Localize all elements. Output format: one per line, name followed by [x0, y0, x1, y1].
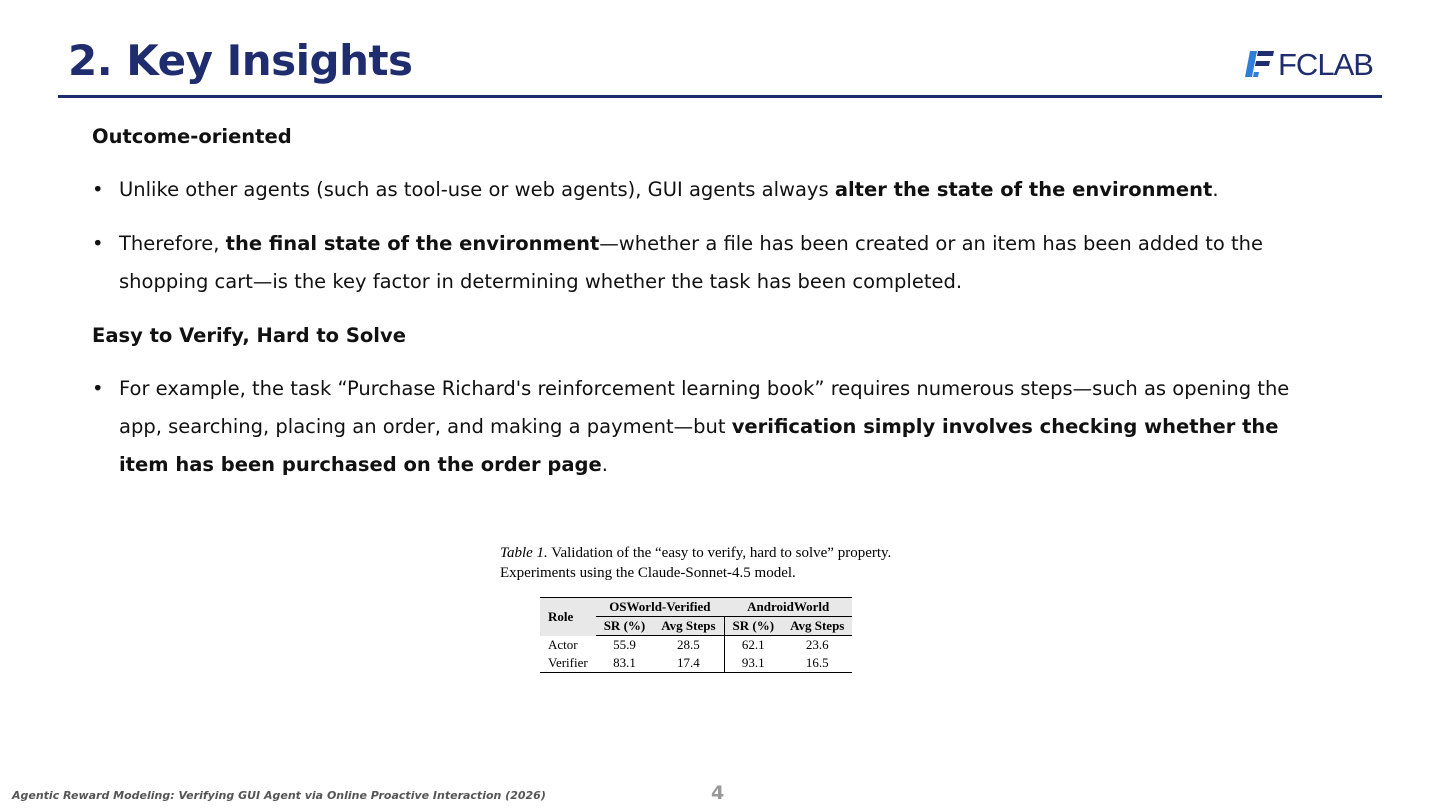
text-run: —whether a file has been created or an item has been added to the shopping cart—is the key factor in determining whether the task has been completed. [119, 232, 1263, 293]
table-group-header-row [540, 598, 852, 617]
table-sub-header: SR (%) [724, 617, 782, 636]
text-run: Unlike other agents (such as tool-use or web agents), GUI agents always [119, 178, 835, 201]
bullet-dot-icon: • [92, 178, 104, 201]
table-cell: 17.4 [677, 655, 700, 670]
bullet-text [119, 377, 1289, 476]
table-cell: 16.5 [805, 655, 829, 670]
bullet-dot-icon: • [92, 377, 104, 400]
text-run: . [1212, 178, 1219, 201]
table-cell-role: Verifier [548, 655, 588, 670]
text-run: Therefore, [119, 232, 226, 255]
bullet-list-verify [92, 370, 1332, 484]
table-caption-label: Table 1. [500, 545, 548, 561]
bullet-text [119, 178, 1219, 201]
emphasis-text: verification simply involves checking whether the item has been purchased on the order page [119, 415, 1279, 476]
table-cell: 83.1 [613, 655, 636, 670]
slide-body [92, 118, 1332, 500]
table-caption-line1: Validation of the “easy to verify, hard to solve” property. [547, 545, 892, 561]
logo-text: FCLAB [1278, 46, 1373, 82]
table-header-role: Role [540, 598, 596, 636]
emphasis-text: alter the state of the environment [834, 178, 1213, 201]
text-run: . [601, 453, 608, 476]
footer-citation: Agentic Reward Modeling: Verifying GUI Agent via Online Proactive Interaction (2026) [12, 789, 546, 802]
results-table-figure [500, 543, 960, 673]
table-cell: 62.1 [724, 636, 782, 655]
table-caption-line2: Experiments using the Claude-Sonnet-4.5 model. [500, 565, 796, 581]
table-cell-role: Actor [548, 636, 578, 652]
bullet-item [92, 370, 1332, 484]
slide-title: 2. Key Insights [68, 36, 413, 85]
page-number: 4 [711, 782, 725, 804]
table-sub-header: SR (%) [596, 617, 654, 636]
table-cell: 23.6 [805, 637, 829, 652]
table-caption [500, 543, 960, 583]
table-row [540, 636, 852, 655]
title-underline [58, 95, 1382, 98]
table-group-header-osworld: OSWorld-Verified [596, 598, 724, 617]
table-sub-header: Avg Steps [653, 617, 724, 636]
fclab-logo-icon [1244, 51, 1274, 77]
section-heading-verify: Easy to Verify, Hard to Solve [92, 324, 406, 347]
table-row [540, 654, 852, 673]
results-table [540, 597, 852, 673]
table-sub-header: Avg Steps [782, 617, 852, 636]
table-cell: 93.1 [724, 654, 782, 673]
bullet-dot-icon: • [92, 232, 104, 255]
bullet-item [92, 171, 1332, 209]
bullet-text [119, 232, 1263, 293]
emphasis-text: the final state of the environment [225, 232, 600, 255]
fclab-logo [1244, 46, 1384, 82]
table-cell: 28.5 [677, 637, 700, 652]
table-cell: 55.9 [613, 637, 636, 652]
bullet-item [92, 225, 1332, 301]
bullet-list-outcome [92, 171, 1332, 301]
text-run: For example, the task “Purchase Richard's reinforcement learning book” requires numerous steps—such as opening the app, searching, placing an order, and making a payment—but [119, 377, 1290, 438]
section-heading-outcome: Outcome-oriented [92, 125, 292, 148]
table-group-header-androidworld: AndroidWorld [724, 598, 852, 617]
